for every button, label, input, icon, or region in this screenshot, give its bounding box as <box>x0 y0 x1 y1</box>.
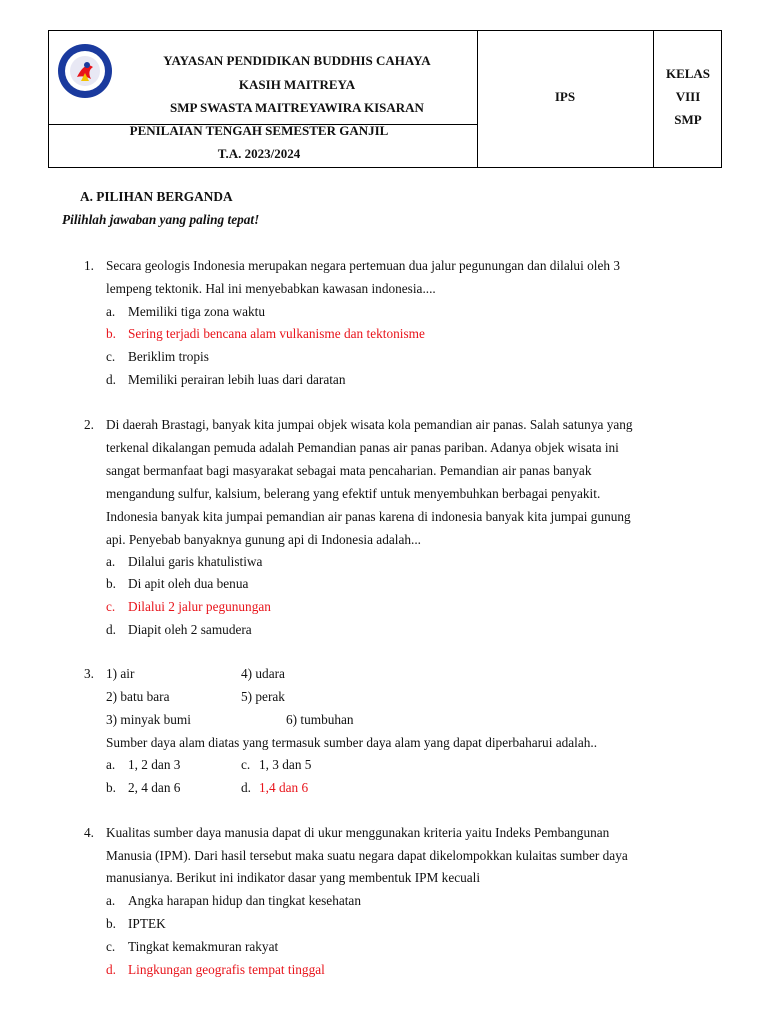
question-text: Indonesia banyak kita jumpai pemandian air panas karena di indonesia banyak kita jumpai gunung <box>106 509 631 524</box>
resource-item: 6) tumbuhan <box>286 712 354 727</box>
foundation-name-line2: KASIH MAITREYA <box>238 77 356 92</box>
question-text: lempeng tektonik. Hal ini menyebabkan kawasan indonesia.... <box>106 281 436 296</box>
school-level: SMP <box>674 112 702 127</box>
option-letter: d. <box>106 622 116 637</box>
academic-year: T.A. 2023/2024 <box>217 146 301 161</box>
option-text: Di apit oleh dua benua <box>128 576 249 591</box>
option-text: Memiliki perairan lebih luas dari daratan <box>128 372 346 387</box>
resource-item: 5) perak <box>241 689 285 704</box>
option-letter: a. <box>106 893 116 908</box>
kelas-label: KELAS <box>665 66 711 81</box>
option-letter-answer: c. <box>106 599 116 614</box>
option-text-answer: Sering terjadi bencana alam vulkanisme dan tektonisme <box>128 326 425 341</box>
question-text: api. Penyebab banyaknya gunung api di Indonesia adalah... <box>106 532 421 547</box>
option-text: Dilalui garis khatulistiwa <box>128 554 263 569</box>
option-letter: b. <box>106 780 116 795</box>
foundation-name-line1: YAYASAN PENDIDIKAN BUDDHIS CAHAYA <box>163 53 431 68</box>
option-text: Diapit oleh 2 samudera <box>128 622 252 637</box>
instruction: Pilihlah jawaban yang paling tepat! <box>62 212 260 227</box>
option-text: 1, 2 dan 3 <box>128 757 181 772</box>
resource-item: 4) udara <box>241 666 285 681</box>
option-text: Memiliki tiga zona waktu <box>128 304 266 319</box>
option-letter: c. <box>106 349 116 364</box>
question-number: 4. <box>84 825 94 840</box>
exam-title: PENILAIAN TENGAH SEMESTER GANJIL <box>129 123 389 138</box>
resource-item: 3) minyak bumi <box>106 712 191 727</box>
question-text: Manusia (IPM). Dari hasil tersebut maka suatu negara dapat dikelompokkan kulaitas sumber daya <box>106 848 628 863</box>
section-heading: A. PILIHAN BERGANDA <box>80 189 233 204</box>
option-letter: a. <box>106 304 116 319</box>
option-text: Beriklim tropis <box>128 349 209 364</box>
question-text: Kualitas sumber daya manusia dapat di ukur menggunakan kriteria yaitu Indeks Pembangunan <box>106 825 610 840</box>
header-table <box>48 30 722 168</box>
question-number: 3. <box>84 666 94 681</box>
kelas-value: VIII <box>675 89 701 104</box>
option-text: 2, 4 dan 6 <box>128 780 181 795</box>
option-text: IPTEK <box>128 916 166 931</box>
resource-item: 1) air <box>106 666 135 681</box>
question-text: Di daerah Brastagi, banyak kita jumpai objek wisata kola pemandian air panas. Salah satunya yang <box>106 417 633 432</box>
school-logo-icon <box>57 43 113 99</box>
option-letter: d. <box>106 372 116 387</box>
option-letter: c. <box>106 939 116 954</box>
option-letter: c. <box>241 757 251 772</box>
resource-item: 2) batu bara <box>106 689 170 704</box>
option-text: Angka harapan hidup dan tingkat kesehatan <box>128 893 361 908</box>
option-letter: b. <box>106 576 116 591</box>
option-letter: b. <box>106 916 116 931</box>
subject-name: IPS <box>554 89 576 104</box>
school-name: SMP SWASTA MAITREYAWIRA KISARAN <box>170 100 424 115</box>
question-text: Secara geologis Indonesia merupakan negara pertemuan dua jalur pegunungan dan dilalui oleh 3 <box>106 258 620 273</box>
question-number: 2. <box>84 417 94 432</box>
option-text-answer: 1,4 dan 6 <box>259 780 309 795</box>
question-text: sangat bermanfaat bagi masyarakat sebagai mata pencaharian. Pemandian air panas banyak <box>106 463 592 478</box>
option-text: 1, 3 dan 5 <box>259 757 312 772</box>
option-text-answer: Lingkungan geografis tempat tinggal <box>128 962 325 977</box>
question-text: terkenal dikalangan pemuda adalah Pemandian panas air panas pariban. Adanya objek wisata ini <box>106 440 619 455</box>
option-text-answer: Dilalui 2 jalur pegunungan <box>128 599 271 614</box>
question-number: 1. <box>84 258 94 273</box>
option-letter-answer: d. <box>106 962 116 977</box>
option-letter: a. <box>106 757 116 772</box>
question-text: Sumber daya alam diatas yang termasuk sumber daya alam yang dapat diperbaharui adalah.. <box>106 735 598 750</box>
option-letter: d. <box>241 780 251 795</box>
option-letter-answer: b. <box>106 326 116 341</box>
option-letter: a. <box>106 554 116 569</box>
question-text: manusianya. Berikut ini indikator dasar yang membentuk IPM kecuali <box>106 870 481 885</box>
question-text: mengandung sulfur, kalsium, belerang yang efektif untuk menyembuhkan berbagai penyakit. <box>106 486 601 501</box>
option-text: Tingkat kemakmuran rakyat <box>128 939 279 954</box>
